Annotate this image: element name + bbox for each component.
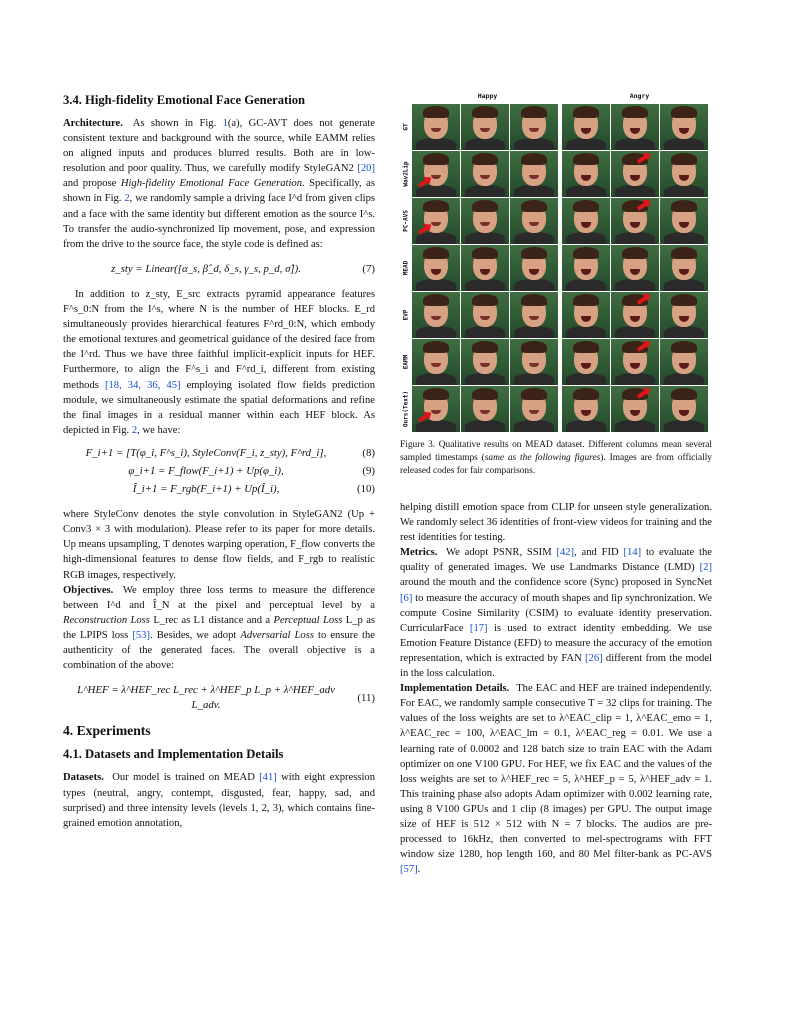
runin-implementation: Implementation Details. <box>400 683 510 695</box>
ref-18-34-36-45[interactable]: [18, 34, 36, 45] <box>104 379 181 391</box>
runin-architecture: Architecture. <box>63 118 123 129</box>
face-thumbnail <box>461 151 509 197</box>
ref-14[interactable]: [14] <box>623 547 642 559</box>
ref-fig-1[interactable]: 1 <box>222 118 228 129</box>
emphasis-perceptual-loss: Perceptual Loss <box>273 614 343 626</box>
row-label <box>400 339 412 385</box>
equation-9 <box>63 464 375 479</box>
text: employing isolated flow fields prediction module, we simultaneously estimate the spatial deformations and refine the final images in a residual manner within each HEF block. As depicted in Fig. <box>63 379 375 436</box>
column-header-angry: Angry <box>629 92 650 100</box>
text: The EAC and HEF are trained independently. For EAC, we randomly sample consecutive T = 32 clips for training. The values of the loss weights are set to λ^EAC_clip = 1, λ^EAC_emo = 1, λ^EAC_rec = 100, λ^EAC_lm = 0.1, λ^EAC_reg = 0.01. We use a learning rate of 0.0002 and 128 batch size to train EAC with the Adam optimizer on one V100 GPU. For HEF, we fix EAC and the values of the loss weights are set to λ^HEF_rec = 5, λ^HEF_p = 5, λ^HEF_adv = 1. This training phase also adopts Adam optimizer with 0.002 learning rate, using 8 V100 GPUs and 1 clip (8 images) per GPU. The output image size of HEF is 512 × 512 with N = 7 blocks. The audios are pre-processed to 16kHz, then converted to mel-spectrograms with FFT window size 1280, hop length 160, and 80 Mel filter-bank as PC-AVS <box>400 683 712 861</box>
face-thumbnail <box>461 104 509 150</box>
paragraph-datasets <box>63 770 375 830</box>
row-label-text: Wav2Lip <box>402 161 410 187</box>
paragraph-styleconv: where StyleConv denotes the style convolution in StyleGAN2 (Up + Conv3 × 3 with modulation). Please refer to its paper for more details. Up means upsampling, T denotes warping operation, F_flow converts the high-dimensional features to dense flow fields, and F_rgb to realistic RGB images, respectively. <box>63 509 375 581</box>
text: with eight expression types (neutral, angry, contempt, disgusted, fear, happy, sad, and surprised) and three intensity levels (levels 1, 2, 3), which contains fine-grained emotion annotation, <box>63 772 376 829</box>
left-column <box>63 92 375 831</box>
right-column <box>400 500 712 877</box>
face-thumbnail <box>611 292 659 338</box>
face-thumbnail <box>510 104 558 150</box>
runin-metrics: Metrics. <box>400 547 438 559</box>
text: L_rec as L1 distance and a <box>153 614 271 626</box>
face-thumbnail <box>611 386 659 432</box>
text: Our model is trained on MEAD <box>112 772 255 784</box>
subsection-heading-4-1: 4.1. Datasets and Implementation Details <box>63 747 284 762</box>
figure-caption <box>400 439 712 479</box>
figure-row <box>400 339 712 385</box>
paragraph-datasets-continued: helping distill emotion space from CLIP for unseen style generalization. We randomly select 36 identities of front-view videos for training and the rest identities for testing. <box>400 502 712 544</box>
face-thumbnail <box>510 151 558 197</box>
face-thumbnail <box>461 198 509 244</box>
row-label-text: EVP <box>402 309 410 321</box>
face-thumbnail <box>412 198 460 244</box>
ref-fig-2b[interactable]: 2 <box>131 424 138 436</box>
figure-row <box>400 104 712 150</box>
face-thumbnail <box>510 292 558 338</box>
face-thumbnail <box>461 339 509 385</box>
paragraph-metrics <box>400 545 712 681</box>
section-heading-4: 4. Experiments <box>63 723 151 739</box>
text: , we randomly sample a driving face I^d from given clips and a face with the same identity but different emotion as the source I^s. To transfer the audio-synchronized lip movement, pose, and expression from the drive to the source face, the style code is defined as: <box>63 193 375 250</box>
face-thumbnail <box>412 386 460 432</box>
figure-row <box>400 245 712 291</box>
text: We adopt PSNR, SSIM <box>445 547 552 559</box>
face-thumbnail <box>461 245 509 291</box>
row-label <box>400 104 412 150</box>
figure-row <box>400 198 712 244</box>
paragraph-implementation <box>400 681 712 877</box>
text: around the mouth and the confidence score (Sync) proposed in SyncNet <box>400 577 712 589</box>
figure-row <box>400 386 712 432</box>
equation-number: (11) <box>357 691 375 704</box>
face-thumbnail <box>660 151 708 197</box>
face-thumbnail <box>660 245 708 291</box>
row-label-text: Ours(Text) <box>402 390 410 428</box>
text: L_p as the LPIPS loss <box>63 614 376 641</box>
equation-block-8-10 <box>63 446 375 497</box>
face-thumbnail <box>510 386 558 432</box>
equation-number: (10) <box>357 483 375 496</box>
row-label <box>400 151 412 197</box>
face-thumbnail <box>461 292 509 338</box>
ref-6[interactable]: [6] <box>400 592 413 604</box>
paragraph-features <box>63 287 375 438</box>
face-thumbnail <box>562 151 610 197</box>
text: to evaluate the quality of generated images. We use Landmarks Distance (LMD) <box>400 547 712 574</box>
figure-image-grid <box>400 104 712 433</box>
face-thumbnail <box>412 151 460 197</box>
face-thumbnail <box>412 292 460 338</box>
equation-8 <box>63 446 375 461</box>
text: Figure 3. Qualitative results on MEAD dataset. Different columns mean several sampled timestamps ( <box>400 440 712 464</box>
ref-26[interactable]: [26] <box>585 652 603 664</box>
face-thumbnail <box>562 386 610 432</box>
ref-42[interactable]: [42] <box>556 547 575 559</box>
equation-number: (8) <box>362 446 375 459</box>
emphasis-reconstruction-loss: Reconstruction Loss <box>63 614 150 626</box>
paragraph-architecture <box>63 116 375 252</box>
face-thumbnail <box>611 339 659 385</box>
text: , and FID <box>574 547 619 559</box>
equation-body: L^HEF = λ^HEF_rec L_rec + λ^HEF_p L_p + λ^HEF_adv L_adv. <box>77 684 335 712</box>
equation-10 <box>63 482 375 497</box>
face-thumbnail <box>510 198 558 244</box>
face-thumbnail <box>660 292 708 338</box>
face-thumbnail <box>412 339 460 385</box>
face-thumbnail <box>611 104 659 150</box>
text: We employ three loss terms to measure the difference between I^d and Î_N at the pixel and perceptual level by a <box>63 584 375 611</box>
face-thumbnail <box>510 339 558 385</box>
row-label <box>400 292 412 338</box>
row-label-text: GT <box>402 123 410 131</box>
figure-row <box>400 151 712 197</box>
face-thumbnail <box>510 245 558 291</box>
face-thumbnail <box>611 245 659 291</box>
face-thumbnail <box>660 198 708 244</box>
face-thumbnail <box>562 198 610 244</box>
ref-57[interactable]: [57] <box>400 864 418 876</box>
text: (a), GC-AVT does not generate consistent texture and background with the source, while EAMM relies on aligned inputs and produces blurred results. Both are in low-resolution and poor quality. Thus, we carefully modify StyleGAN2 <box>63 118 375 175</box>
runin-datasets: Datasets. <box>63 772 104 784</box>
face-thumbnail <box>562 339 610 385</box>
text: is used to extract identity embedding. We use Emotion Feature Distance (EFD) to measure the accuracy of the emotion representation, which is extracted by FAN <box>400 622 712 664</box>
ref-17[interactable]: [17] <box>469 622 488 634</box>
column-header-happy: Happy <box>477 92 498 100</box>
equation-body: z_sty = Linear([α_s, β̂_d, δ_s, γ_s, p_d, σ̂]). <box>111 262 301 275</box>
row-label-text: MEAD <box>402 260 410 276</box>
face-thumbnail <box>660 339 708 385</box>
ref-53[interactable]: [53] <box>132 629 150 641</box>
ref-41[interactable]: [41] <box>259 772 277 784</box>
emphasis-adversarial-loss: Adversarial Loss <box>240 629 314 641</box>
paragraph-objectives <box>63 583 375 674</box>
face-thumbnail <box>611 151 659 197</box>
row-label <box>400 198 412 244</box>
face-thumbnail <box>562 292 610 338</box>
equation-body: Î_i+1 = F_rgb(F_i+1) + Up(Î_i), <box>132 483 280 496</box>
face-thumbnail <box>611 198 659 244</box>
figure-row <box>400 292 712 338</box>
text: and propose <box>63 178 117 190</box>
section-heading-3-4: 3.4. High-fidelity Emotional Face Generation <box>63 93 306 107</box>
equation-7 <box>63 262 375 277</box>
emphasis-hef: High-fidelity Emotional Face Generation <box>120 178 302 190</box>
equation-body: F_i+1 = [T(φ_i, F^s_i), StyleConv(F_i, z_sty), F^rd_i], <box>85 446 327 459</box>
text: , we have: <box>137 424 181 436</box>
equation-number: (9) <box>362 464 375 477</box>
text: to measure the accuracy of mouth shapes and lip synchronization. We compute Cosine Similarity (CSIM) to evaluate identity preservation. CurricularFace <box>400 592 712 634</box>
text: As shown in Fig. <box>132 118 217 129</box>
caption-italic: same as the following figures <box>484 453 601 464</box>
text: . Specifically, as shown in Fig. <box>63 178 376 205</box>
ref-fig-2[interactable]: 2 <box>124 193 130 205</box>
face-thumbnail <box>562 104 610 150</box>
figure-column-headers <box>400 92 712 104</box>
row-label-text: EAMM <box>402 354 410 370</box>
equation-11 <box>63 683 375 713</box>
runin-objectives: Objectives. <box>63 584 114 596</box>
figure-3 <box>400 92 712 479</box>
text: In addition to z_sty, E_src extracts pyramid appearance features F^s_0:N from the I^s, where N is the number of HEF blocks. E_rd simultaneously provides hierarchical features F^rd_0:N, which embody the emotional textures and geometrical guidance of the desired face from the I^rd. Thus we have three faithful implicit-explicit inputs for HEF. Furthermore, to align the F^s_i and F^rd_i, different from existing methods <box>63 288 375 391</box>
face-thumbnail <box>412 245 460 291</box>
text: different from the model in the loss calculation. <box>400 652 712 680</box>
face-thumbnail <box>562 245 610 291</box>
face-thumbnail <box>461 386 509 432</box>
ref-2[interactable]: [2] <box>699 562 713 574</box>
text: . Besides, we adopt <box>149 629 237 641</box>
ref-20[interactable]: [20] <box>357 163 375 175</box>
equation-body: φ_i+1 = F_flow(F_i+1) + Up(φ_i), <box>128 464 284 477</box>
row-label <box>400 386 412 432</box>
equation-number: (7) <box>362 262 375 275</box>
text: . <box>417 864 421 876</box>
text: ). Images are from officially released codes for fair comparisons. <box>400 453 712 477</box>
row-label <box>400 245 412 291</box>
text: to ensure the authenticity of the generated faces. The overall objective is a combination of the above: <box>63 629 375 672</box>
face-thumbnail <box>412 104 460 150</box>
face-thumbnail <box>660 386 708 432</box>
row-label-text: PC-AVS <box>402 210 410 232</box>
face-thumbnail <box>660 104 708 150</box>
